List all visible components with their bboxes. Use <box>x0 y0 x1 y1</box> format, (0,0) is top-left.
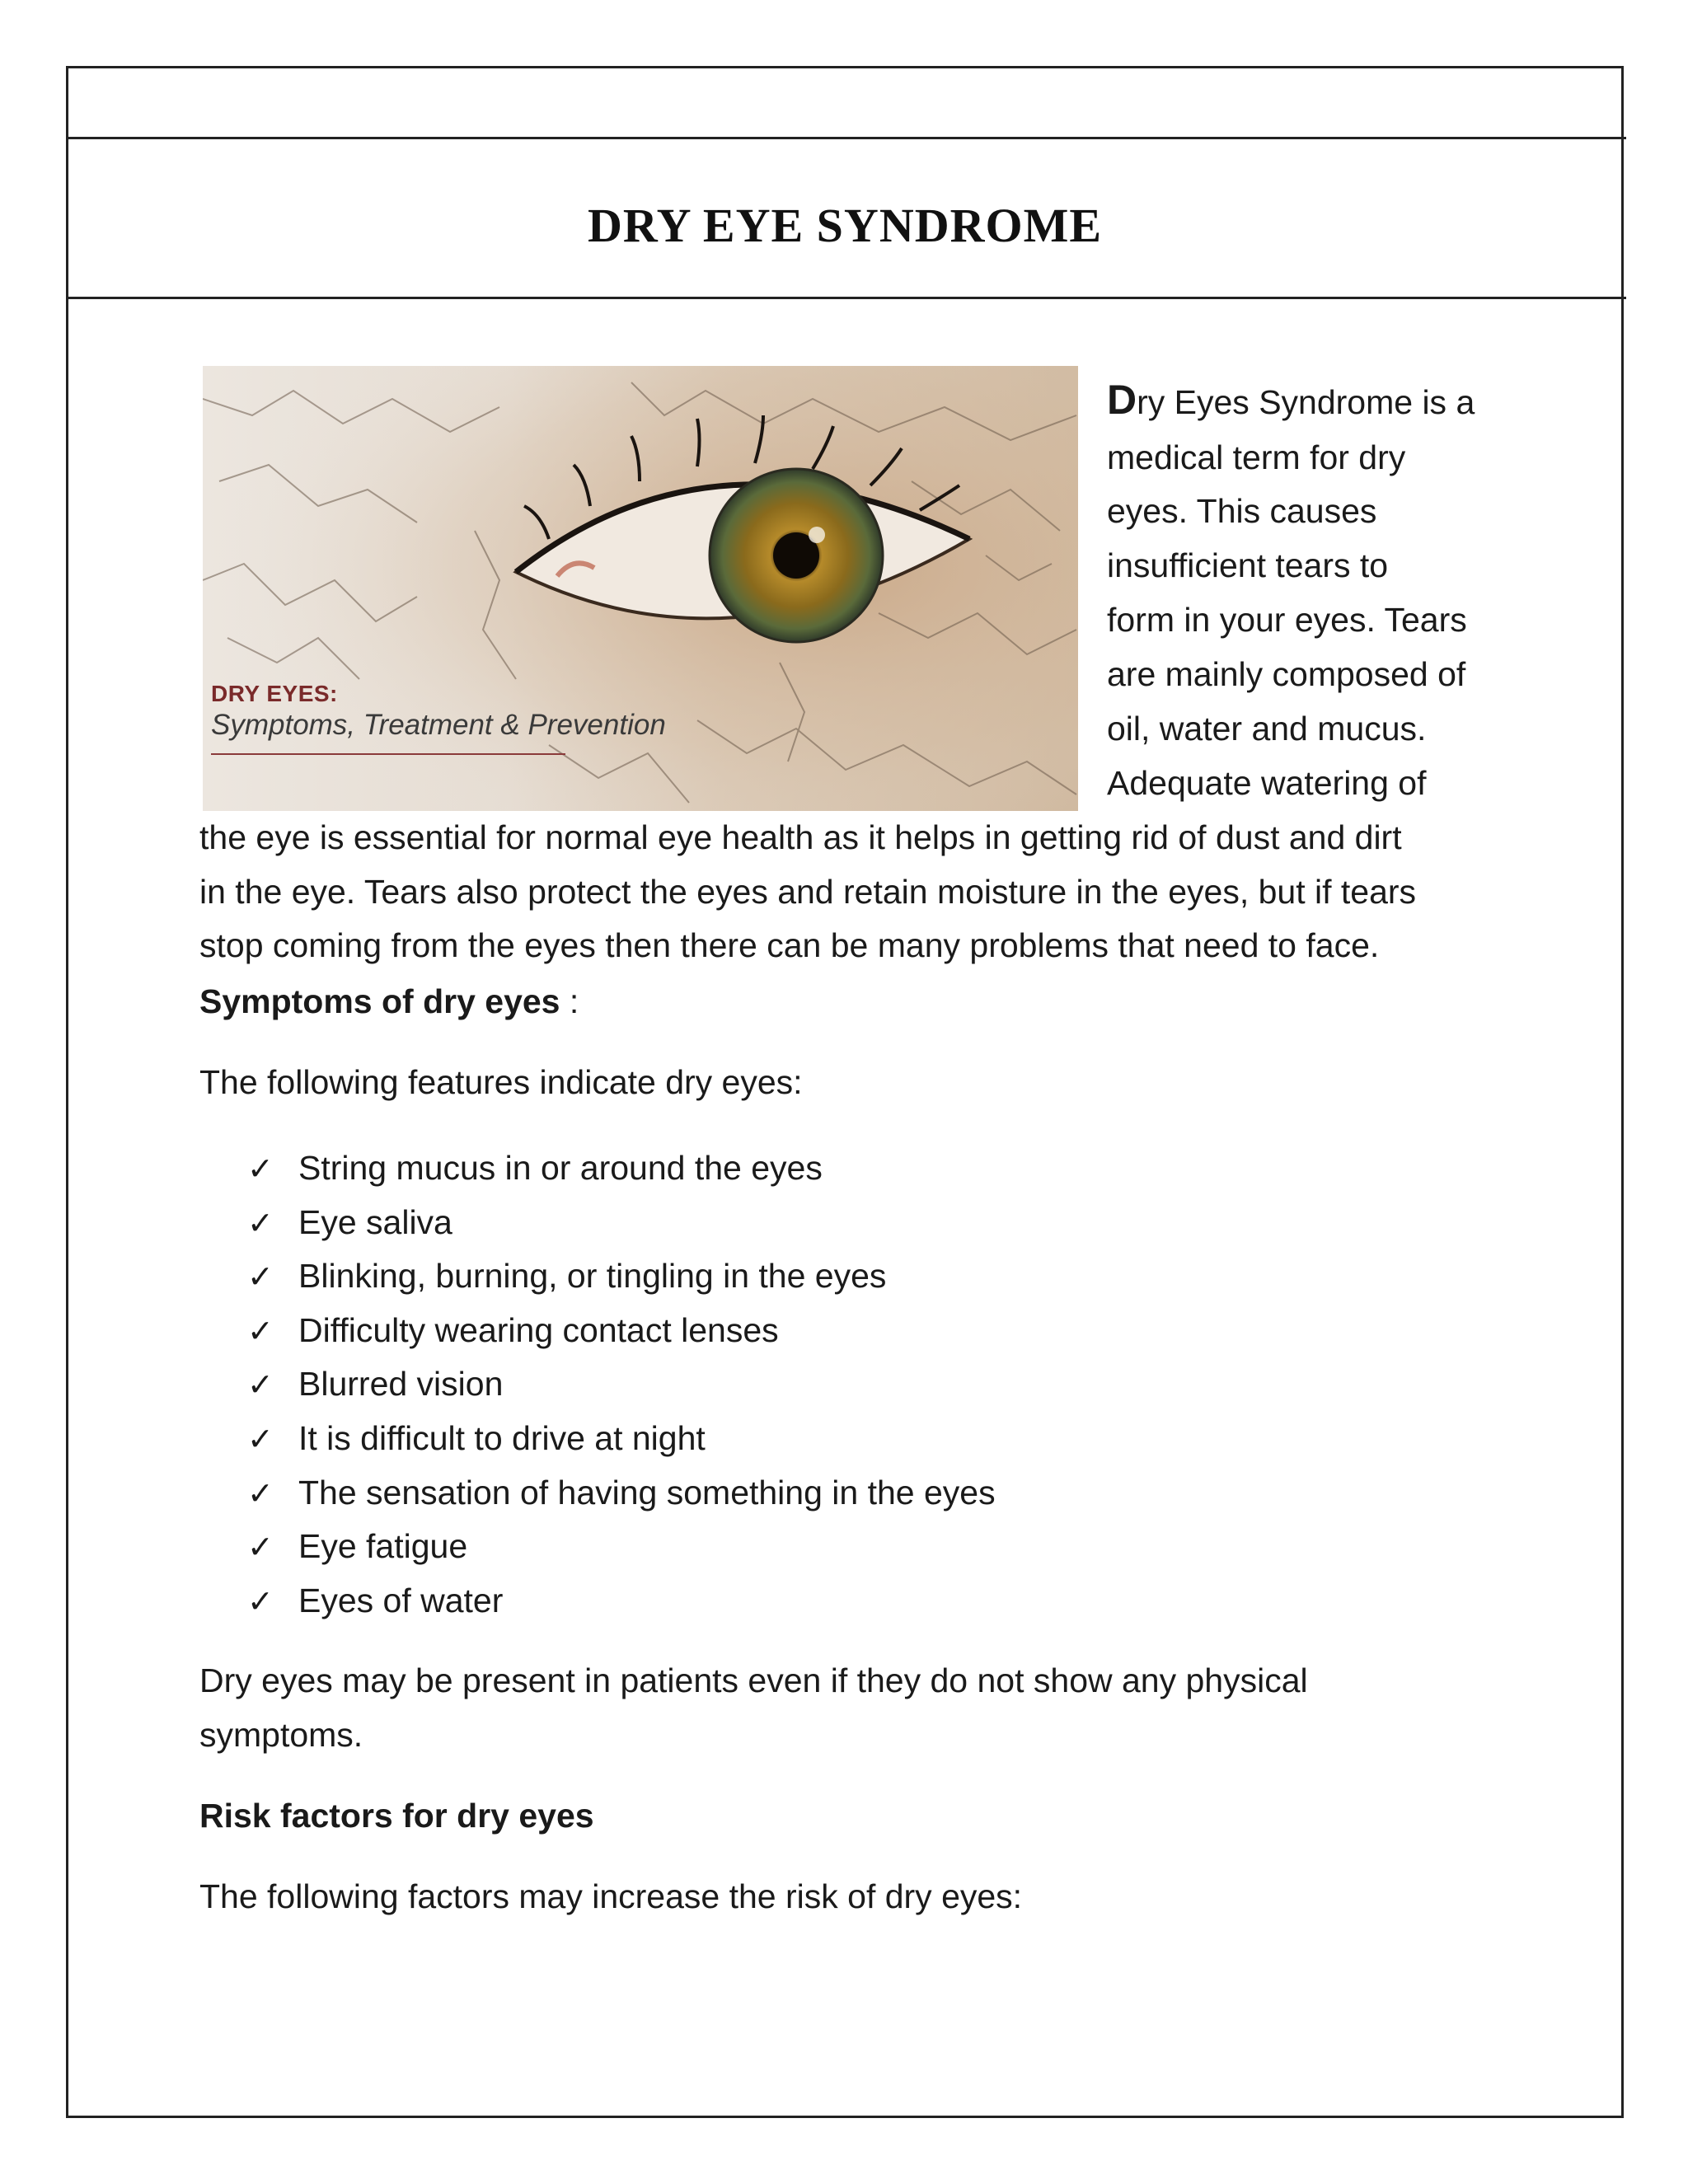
symptoms-note-line: symptoms. <box>199 1716 363 1754</box>
checkmark-icon: ✓ <box>247 1420 274 1457</box>
symptoms-heading: Symptoms of dry eyes <box>199 982 560 1020</box>
symptom-text: The sensation of having something in the eyes <box>298 1473 996 1511</box>
symptoms-heading-suffix: : <box>560 982 579 1020</box>
intro-full-line: in the eye. Tears also protect the eyes and retain moisture in the eyes, but if tears <box>199 873 1417 911</box>
intro-wrapped-line: medical term for dry <box>1107 438 1406 476</box>
symptom-text: Blinking, burning, or tingling in the eyes <box>298 1257 887 1296</box>
symptoms-heading-line <box>199 982 579 1021</box>
checkmark-icon: ✓ <box>247 1151 274 1187</box>
list-item <box>247 1249 996 1304</box>
intro-wrapped-line: Adequate watering of <box>1107 764 1427 802</box>
risk-factors-intro: The following factors may increase the risk of dry eyes: <box>199 1877 1023 1915</box>
list-item <box>247 1304 996 1358</box>
checkmark-icon: ✓ <box>247 1474 274 1511</box>
checkmark-icon: ✓ <box>247 1258 274 1296</box>
checkmark-icon: ✓ <box>247 1312 274 1349</box>
dry-eye-image <box>203 366 1078 811</box>
symptom-text: String mucus in or around the eyes <box>298 1149 823 1187</box>
checkmark-icon: ✓ <box>247 1582 274 1619</box>
page-title: DRY EYE SYNDROME <box>587 199 1103 252</box>
list-item <box>247 1574 996 1629</box>
list-item <box>247 1196 996 1250</box>
symptom-text: Eyes of water <box>298 1581 504 1619</box>
header-top-rule <box>66 137 1626 139</box>
image-caption <box>211 681 666 755</box>
header-bottom-rule <box>66 297 1626 299</box>
intro-wrapped-line: oil, water and mucus. <box>1107 710 1427 748</box>
checkmark-icon: ✓ <box>247 1366 274 1404</box>
intro-wrapped-line: insufficient tears to <box>1107 546 1389 584</box>
intro-full-line: stop coming from the eyes then there can be many problems that need to face. <box>199 926 1380 964</box>
intro-wrapped-line: form in your eyes. Tears <box>1107 601 1467 639</box>
symptom-text: Blurred vision <box>298 1365 504 1404</box>
intro-wrapped-line: are mainly composed of <box>1107 655 1466 693</box>
intro-full-line: the eye is essential for normal eye health as it helps in getting rid of dust and dirt <box>199 818 1402 856</box>
symptom-text: Difficulty wearing contact lenses <box>298 1310 779 1349</box>
list-item <box>247 1466 996 1521</box>
caption-underline <box>211 753 565 755</box>
list-item <box>247 1412 996 1466</box>
symptom-text: Eye saliva <box>298 1202 452 1241</box>
checkmark-icon: ✓ <box>247 1204 274 1241</box>
image-caption-heading: DRY EYES: <box>211 681 338 706</box>
list-item <box>247 1357 996 1412</box>
intro-wrapped-line: eyes. This causes <box>1107 492 1377 530</box>
image-caption-subheading: Symptoms, Treatment & Prevention <box>211 709 666 741</box>
list-item <box>247 1141 996 1196</box>
intro-line-1 <box>1107 376 1475 424</box>
list-item <box>247 1520 996 1574</box>
symptoms-intro: The following features indicate dry eyes: <box>199 1063 803 1101</box>
symptoms-list <box>247 1141 996 1628</box>
drop-cap: D <box>1107 377 1137 423</box>
symptom-text: Eye fatigue <box>298 1527 468 1566</box>
symptoms-note-line: Dry eyes may be present in patients even if they do not show any physical <box>199 1661 1308 1699</box>
risk-factors-heading: Risk factors for dry eyes <box>199 1797 594 1835</box>
symptom-text: It is difficult to drive at night <box>298 1418 706 1457</box>
intro-line-1-text: ry Eyes Syndrome is a <box>1137 383 1475 421</box>
checkmark-icon: ✓ <box>247 1529 274 1566</box>
